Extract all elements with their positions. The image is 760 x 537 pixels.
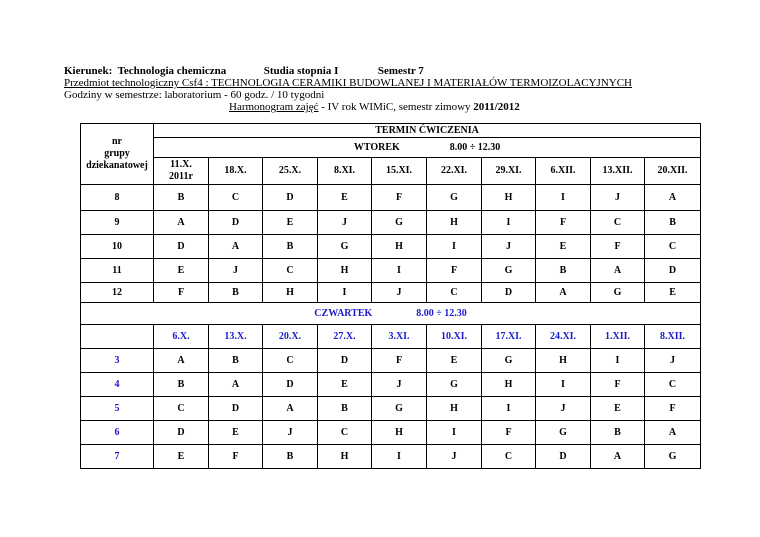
schedule-cell: H — [372, 421, 427, 445]
harmonogram-year: 2011/2012 — [473, 101, 520, 113]
date-cell: 17.XI. — [482, 325, 536, 349]
schedule-cell: G — [427, 373, 482, 397]
schedule-cell: D — [154, 235, 209, 259]
schedule-cell: J — [482, 235, 536, 259]
schedule-cell: B — [209, 283, 263, 303]
schedule-cell: E — [318, 373, 372, 397]
schedule-cell: J — [263, 421, 318, 445]
wtorek-rows — [81, 185, 701, 303]
schedule-cell: H — [318, 445, 372, 469]
schedule-cell: H — [482, 373, 536, 397]
schedule-cell: I — [427, 421, 482, 445]
schedule-cell: D — [645, 259, 701, 283]
schedule-cell: I — [372, 259, 427, 283]
date-cell: 20.XII. — [645, 158, 701, 185]
schedule-cell: D — [536, 445, 591, 469]
schedule-cell: C — [427, 283, 482, 303]
date-text: 11.X. — [170, 159, 192, 170]
group-number-cell: 7 — [81, 445, 154, 469]
schedule-cell: I — [372, 445, 427, 469]
schedule-cell: E — [645, 283, 701, 303]
schedule-cell: E — [591, 397, 645, 421]
schedule-cell: C — [482, 445, 536, 469]
czwartek-rows — [81, 349, 701, 469]
table-row — [81, 259, 701, 283]
schedule-cell: F — [427, 259, 482, 283]
date-cell: 24.XI. — [536, 325, 591, 349]
schedule-cell: F — [372, 185, 427, 211]
schedule-cell: G — [318, 235, 372, 259]
schedule-cell: J — [645, 349, 701, 373]
schedule-cell: G — [591, 283, 645, 303]
schedule-cell: D — [263, 185, 318, 211]
czwartek-dates-row — [81, 325, 701, 349]
date-cell: 13.XII. — [591, 158, 645, 185]
header-line-harmonogram — [229, 101, 520, 114]
schedule-cell: E — [263, 211, 318, 235]
table-row — [81, 421, 701, 445]
date-cell: 22.XI. — [427, 158, 482, 185]
table-row — [81, 235, 701, 259]
schedule-cell: F — [482, 421, 536, 445]
group-column-header — [81, 124, 154, 185]
schedule-cell: D — [263, 373, 318, 397]
schedule-cell: J — [318, 211, 372, 235]
group-number-cell: 3 — [81, 349, 154, 373]
kierunek-label: Kierunek: — [64, 65, 113, 77]
date-cell: 1.XII. — [591, 325, 645, 349]
schedule-cell: B — [263, 445, 318, 469]
harmonogram-rest: - IV rok WIMiC, semestr zimowy — [318, 101, 471, 113]
schedule-cell: G — [482, 259, 536, 283]
schedule-cell: I — [482, 211, 536, 235]
schedule-cell: H — [482, 185, 536, 211]
date-cell: 29.XI. — [482, 158, 536, 185]
schedule-cell: D — [482, 283, 536, 303]
date-cell — [154, 158, 209, 185]
schedule-cell: F — [591, 373, 645, 397]
schedule-cell: H — [536, 349, 591, 373]
schedule-cell: E — [427, 349, 482, 373]
date-cell: 25.X. — [263, 158, 318, 185]
schedule-cell: E — [154, 445, 209, 469]
godziny-text: Godziny w semestrze: laboratorium - 60 godz. / 10 tygodni — [64, 89, 325, 101]
schedule-cell: I — [318, 283, 372, 303]
schedule-cell: H — [263, 283, 318, 303]
schedule-cell: C — [645, 373, 701, 397]
czwartek-label: CZWARTEK — [314, 307, 373, 319]
group-header-line-2: grupy — [104, 148, 130, 159]
termin-header: TERMIN ĆWICZENIA — [154, 124, 701, 138]
schedule-cell: C — [645, 235, 701, 259]
wtorek-label: WTOREK — [353, 141, 400, 153]
kierunek-value: Technologia chemiczna — [117, 65, 227, 77]
group-header-line-3: dziekanatowej — [86, 160, 148, 171]
schedule-cell: J — [591, 185, 645, 211]
schedule-cell: C — [209, 185, 263, 211]
czwartek-time: 8.00 ÷ 12.30 — [416, 307, 467, 319]
schedule-cell: G — [536, 421, 591, 445]
schedule-cell: I — [591, 349, 645, 373]
schedule-cell: F — [209, 445, 263, 469]
date-cell: 6.XII. — [536, 158, 591, 185]
schedule-cell: I — [482, 397, 536, 421]
group-number-cell: 6 — [81, 421, 154, 445]
schedule-cell: E — [318, 185, 372, 211]
schedule-cell: E — [536, 235, 591, 259]
semestr-label: Semestr 7 — [377, 65, 424, 77]
schedule-cell: J — [536, 397, 591, 421]
schedule-cell: F — [372, 349, 427, 373]
schedule-cell: A — [209, 373, 263, 397]
schedule-cell: B — [263, 235, 318, 259]
date-cell: 27.X. — [318, 325, 372, 349]
schedule-cell: C — [263, 349, 318, 373]
schedule-cell: E — [154, 259, 209, 283]
przedmiot-value: TECHNOLOGIA CERAMIKI BUDOWLANEJ I MATERIAŁÓW TERMOIZOLACYJNYCH — [211, 77, 632, 89]
date-cell: 8.XI. — [318, 158, 372, 185]
table-row — [81, 185, 701, 211]
schedule-cell: A — [209, 235, 263, 259]
wtorek-header — [154, 138, 701, 158]
schedule-cell: I — [536, 185, 591, 211]
group-header-line-1: nr — [112, 136, 122, 147]
schedule-cell: B — [591, 421, 645, 445]
schedule-cell: A — [154, 349, 209, 373]
group-number-cell: 9 — [81, 211, 154, 235]
schedule-cell: J — [209, 259, 263, 283]
schedule-cell: G — [372, 397, 427, 421]
wtorek-dates-row — [81, 158, 701, 185]
schedule-cell: B — [209, 349, 263, 373]
wtorek-time: 8.00 ÷ 12.30 — [449, 141, 501, 153]
schedule-cell: H — [318, 259, 372, 283]
group-number-cell: 10 — [81, 235, 154, 259]
schedule-cell: F — [645, 397, 701, 421]
schedule-cell: A — [263, 397, 318, 421]
schedule-cell: D — [154, 421, 209, 445]
schedule-cell: I — [536, 373, 591, 397]
schedule-cell: H — [427, 397, 482, 421]
table-row — [81, 283, 701, 303]
schedule-cell: A — [645, 421, 701, 445]
schedule-cell: A — [591, 259, 645, 283]
table-row — [81, 373, 701, 397]
schedule-cell: I — [427, 235, 482, 259]
schedule-cell: C — [318, 421, 372, 445]
table-row — [81, 211, 701, 235]
schedule-cell: A — [645, 185, 701, 211]
group-number-cell: 8 — [81, 185, 154, 211]
schedule-cell: B — [154, 185, 209, 211]
schedule-cell: F — [591, 235, 645, 259]
przedmiot-label: Przedmiot technologiczny Csf4 : — [64, 77, 209, 89]
schedule-cell: G — [427, 185, 482, 211]
empty-cell — [81, 325, 154, 349]
schedule-cell: B — [154, 373, 209, 397]
schedule-cell: F — [154, 283, 209, 303]
schedule-cell: F — [536, 211, 591, 235]
group-number-cell: 12 — [81, 283, 154, 303]
schedule-cell: A — [536, 283, 591, 303]
date-cell: 10.XI. — [427, 325, 482, 349]
schedule-cell: C — [263, 259, 318, 283]
date-cell: 20.X. — [263, 325, 318, 349]
table-row — [81, 397, 701, 421]
schedule-cell: E — [209, 421, 263, 445]
schedule-cell: J — [427, 445, 482, 469]
group-number-cell: 4 — [81, 373, 154, 397]
schedule-cell: D — [209, 397, 263, 421]
schedule-cell: G — [482, 349, 536, 373]
date-cell: 3.XI. — [372, 325, 427, 349]
studia-label: Studia stopnia I — [263, 65, 339, 77]
schedule-cell: A — [154, 211, 209, 235]
schedule-cell: G — [645, 445, 701, 469]
schedule-cell: H — [427, 211, 482, 235]
schedule-cell: D — [209, 211, 263, 235]
schedule-cell: C — [591, 211, 645, 235]
date-cell: 13.X. — [209, 325, 263, 349]
schedule-cell: A — [591, 445, 645, 469]
schedule-cell: B — [318, 397, 372, 421]
table-row — [81, 445, 701, 469]
date-year: 2011r — [169, 171, 193, 182]
schedule-cell: C — [154, 397, 209, 421]
date-cell: 18.X. — [209, 158, 263, 185]
schedule-cell: B — [536, 259, 591, 283]
czwartek-header — [81, 303, 701, 325]
schedule-cell: B — [645, 211, 701, 235]
schedule-cell: G — [372, 211, 427, 235]
schedule-cell: H — [372, 235, 427, 259]
schedule-cell: J — [372, 373, 427, 397]
schedule-table — [80, 123, 701, 469]
date-cell: 6.X. — [154, 325, 209, 349]
table-row — [81, 349, 701, 373]
schedule-cell: D — [318, 349, 372, 373]
date-cell: 15.XI. — [372, 158, 427, 185]
schedule-cell: J — [372, 283, 427, 303]
date-cell: 8.XII. — [645, 325, 701, 349]
harmonogram-label: Harmonogram zajęć — [229, 101, 319, 113]
group-number-cell: 5 — [81, 397, 154, 421]
group-number-cell: 11 — [81, 259, 154, 283]
